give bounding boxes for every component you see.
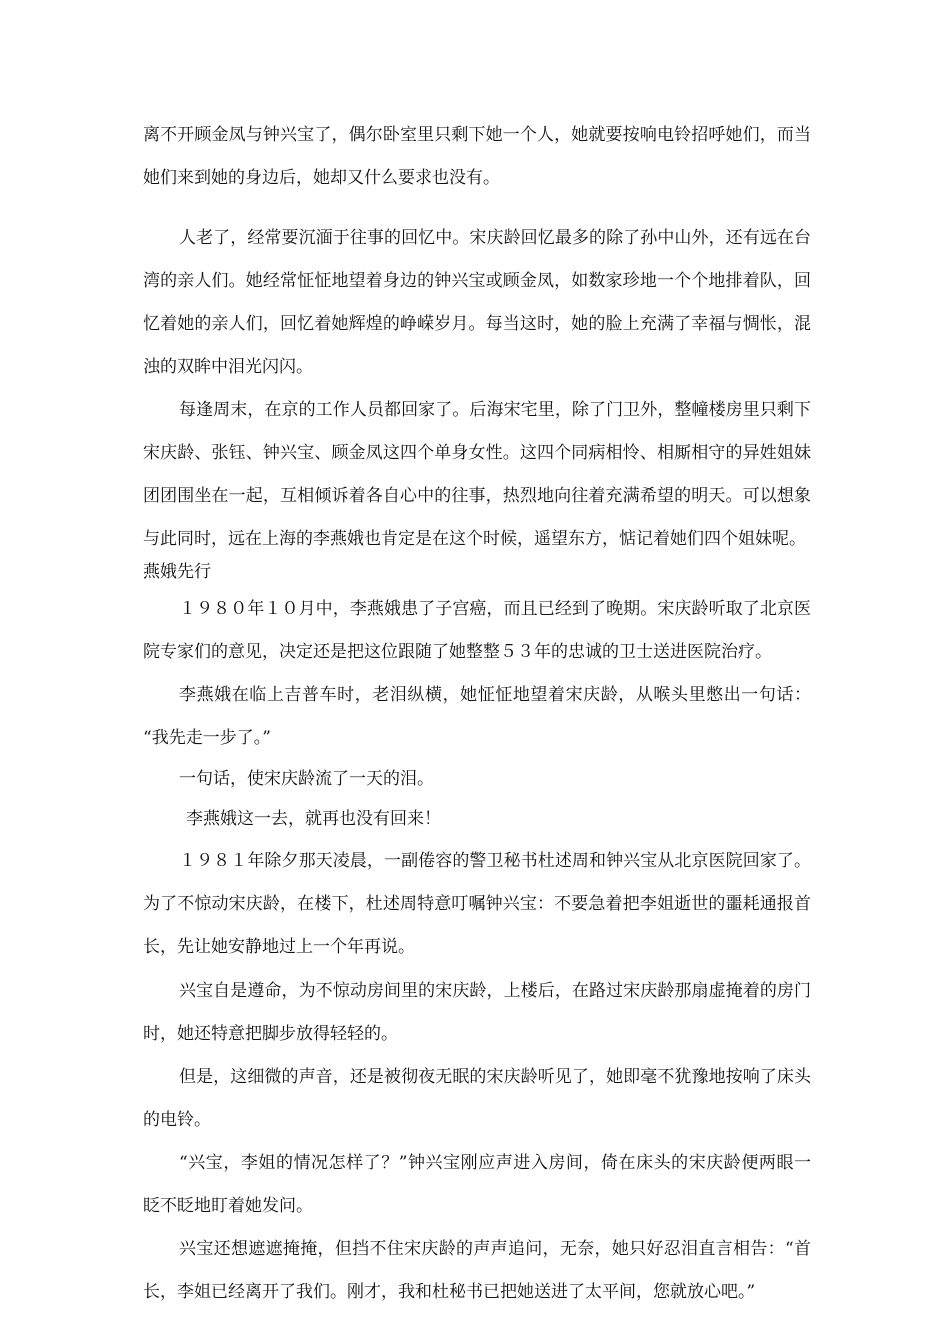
text-line: 每逢周末，在京的工作人员都回家了。后海宋宅里，除了门卫外，整幢楼房里只剩下 xyxy=(179,400,811,420)
text-line: “我先走一步了。” xyxy=(143,728,271,748)
text-line: 兴宝还想遮遮掩掩，但挡不住宋庆龄的声声追问，无奈，她只好忍泪直言相告：“首 xyxy=(179,1239,811,1259)
text-line: 李燕娥这一去，就再也没有回来！ xyxy=(186,809,441,829)
text-line: 团团围坐在一起，互相倾诉着各自心中的往事，热烈地向往着充满希望的明天。可以想象 xyxy=(143,486,811,506)
text-line: 人老了，经常要沉湎于往事的回忆中。宋庆龄回忆最多的除了孙中山外，还有远在台 xyxy=(179,228,811,248)
text-line: “兴宝，李姐的情况怎样了？”钟兴宝刚应声进入房间，倚在床头的宋庆龄便两眼一 xyxy=(179,1153,811,1173)
text-line: 的电铃。 xyxy=(143,1110,211,1130)
text-line: 一句话，使宋庆龄流了一天的泪。 xyxy=(179,769,434,789)
text-line: 湾的亲人们。她经常怔怔地望着身边的钟兴宝或顾金凤，如数家珍地一个个地排着队，回 xyxy=(143,271,811,291)
text-line: 为了不惊动宋庆龄，在楼下，杜述周特意叮嘱钟兴宝：不要急着把李姐逝世的噩耗通报首 xyxy=(143,894,811,914)
text-line: 兴宝自是遵命，为不惊动房间里的宋庆龄，上楼后，在路过宋庆龄那扇虚掩着的房门 xyxy=(179,981,811,1001)
text-line: 长，李姐已经离开了我们。刚才，我和杜秘书已把她送进了太平间，您就放心吧。” xyxy=(143,1282,756,1302)
text-line: 宋庆龄、张钰、钟兴宝、顾金凤这四个单身女性。这四个同病相怜、相厮相守的异姓姐妹 xyxy=(143,443,811,463)
text-line: 但是，这细微的声音，还是被彻夜无眠的宋庆龄听见了，她即毫不犹豫地按响了床头 xyxy=(179,1067,811,1087)
section-heading: 燕娥先行 xyxy=(143,562,211,582)
text-line: 离不开顾金凤与钟兴宝了，偶尔卧室里只剩下她一个人，她就要按响电铃招呼她们，而当 xyxy=(143,125,811,145)
text-line: １９８１年除夕那天凌晨，一副倦容的警卫秘书杜述周和钟兴宝从北京医院回家了。 xyxy=(179,851,811,871)
text-line: 时，她还特意把脚步放得轻轻的。 xyxy=(143,1024,398,1044)
text-line: 与此同时，远在上海的李燕娥也肯定是在这个时候，遥望东方，惦记着她们四个姐妹呢。 xyxy=(143,529,806,549)
text-line: 忆着她的亲人们，回忆着她辉煌的峥嵘岁月。每当这时，她的脸上充满了幸福与惆怅，混 xyxy=(143,314,811,334)
text-line: 她们来到她的身边后，她却又什么要求也没有。 xyxy=(143,168,500,188)
text-line: 眨不眨地盯着她发问。 xyxy=(143,1196,313,1216)
text-line: 长，先让她安静地过上一个年再说。 xyxy=(143,937,415,957)
text-line: １９８０年１０月中，李燕娥患了子宫癌，而且已经到了晚期。宋庆龄听取了北京医 xyxy=(179,599,811,619)
text-line: 院专家们的意见，决定还是把这位跟随了她整整５３年的忠诚的卫士送进医院治疗。 xyxy=(143,642,772,662)
text-line: 李燕娥在临上吉普车时，老泪纵横，她怔怔地望着宋庆龄，从喉头里憋出一句话： xyxy=(179,685,811,705)
text-line: 浊的双眸中泪光闪闪。 xyxy=(143,357,313,377)
